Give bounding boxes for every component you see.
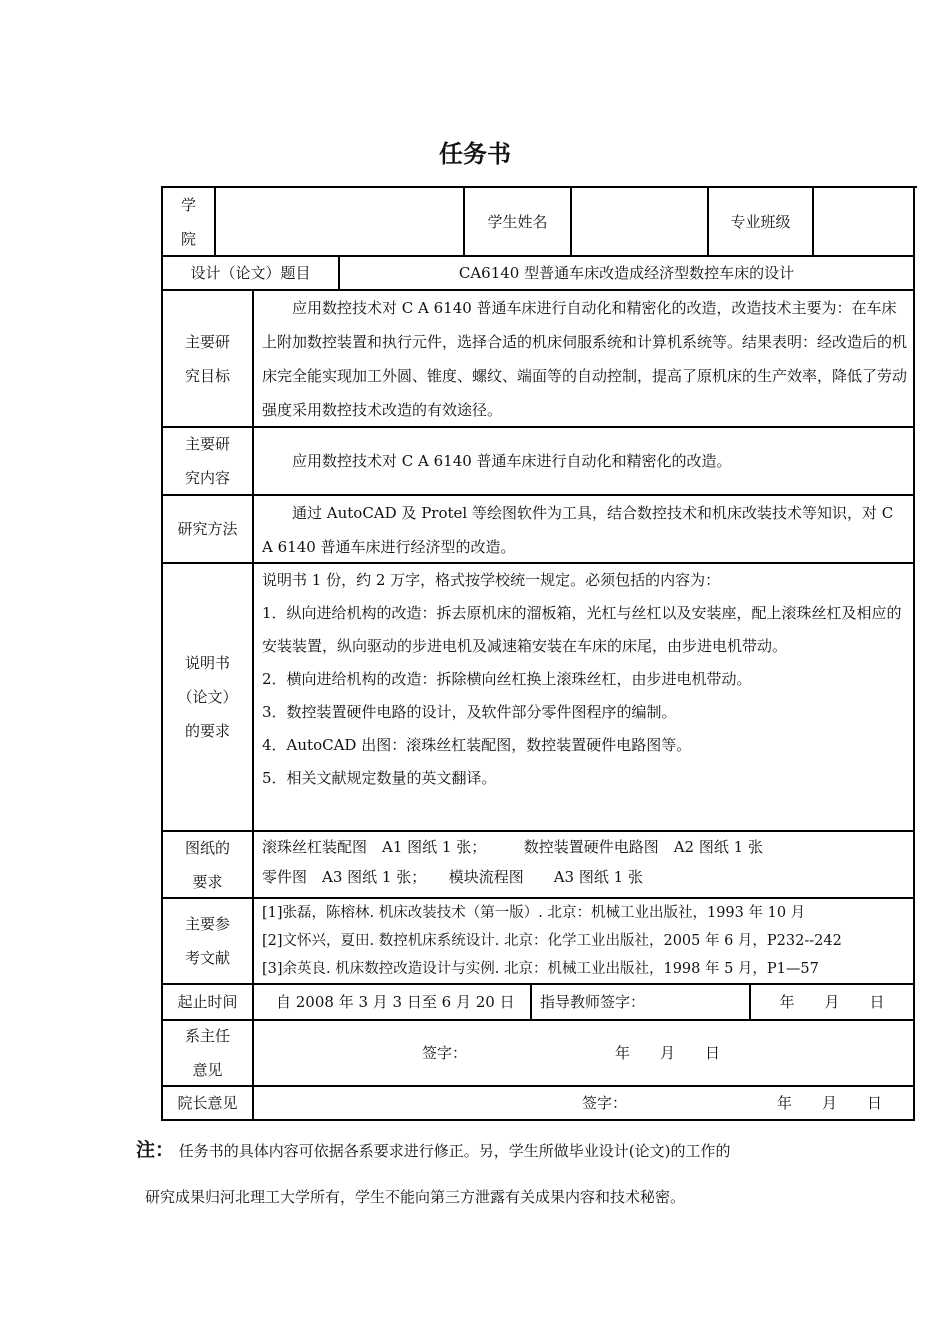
drawings-body	[254, 832, 915, 899]
college-label	[163, 188, 216, 257]
reference-item-1: [1]张磊，陈榕林. 机床改装技术（第一版）. 北京：机械工业出版社，1993 年 10 月	[262, 905, 806, 921]
dept-sign-date: 年 月 日	[615, 1044, 721, 1062]
college-label-line1: 学	[180, 195, 196, 214]
topic-label: 设计（论文）题目	[163, 257, 340, 291]
drawings-line1: 滚珠丝杠装配图 A1 图纸 1 张； 数控装置硬件电路图 A2 图纸 1 张	[262, 838, 763, 856]
advisor-sign-date: 年 月 日	[751, 985, 915, 1021]
method-text: 通过 AutoCAD 及 Protel 等绘图软件为工具，结合数控技术和机床改装技术等知识，对 C A 6140 普通车床进行经济型的改造。	[254, 496, 915, 564]
requirement-item-5: 5．相关文献规定数量的英文翻译。	[262, 769, 497, 787]
dept-label-line1: 系主任	[184, 1027, 230, 1045]
requirements-label-line3: 的要求	[184, 722, 230, 740]
class-value[interactable]	[814, 188, 915, 257]
dean-sign-date: 年 月 日	[777, 1094, 883, 1112]
period-label: 起止时间	[163, 985, 254, 1021]
requirement-item-3: 3．数控装置硬件电路的设计，及软件部分零件图程序的编制。	[262, 703, 677, 721]
requirements-label-line2: （论文）	[177, 688, 238, 706]
goal-label-line1: 主要研	[184, 332, 230, 351]
dept-label	[163, 1021, 254, 1087]
requirements-body	[254, 564, 915, 832]
dept-body	[254, 1021, 915, 1087]
requirements-label	[163, 564, 254, 832]
footnote-line2: 研究成果归河北理工大学所有，学生不能向第三方泄露有关成果内容和技术秘密。	[145, 1188, 686, 1206]
goal-text: 应用数控技术对 C A 6140 普通车床进行自动化和精密化的改造，改造技术主要为：在车床上附加数控装置和执行元件，选择合适的机床伺服系统和计算机系统等。结果表明：经改造后的机床完全能实现加工外圆、锥度、螺纹、端面等的自动控制，提高了原机床的生产效率，降低了劳动强度采用数控技术改造的有效途径。	[254, 291, 915, 428]
requirement-item-2: 2．横向进给机构的改造：拆除横向丝杠换上滚珠丝杠，由步进电机带动。	[262, 670, 752, 688]
references-body	[254, 899, 915, 985]
reference-item-2: [2]文怀兴，夏田. 数控机床系统设计. 北京：化学工业出版社，2005 年 6 月，P232--242	[262, 933, 842, 949]
dean-body	[254, 1087, 915, 1121]
class-label: 专业班级	[709, 188, 814, 257]
drawings-label-line2: 要求	[192, 872, 223, 891]
task-table	[161, 186, 917, 1121]
college-label-line2: 院	[180, 229, 196, 248]
requirements-intro: 说明书 1 份，约 2 万字，格式按学校统一规定。必须包括的内容为：	[262, 571, 721, 589]
student-name-label: 学生姓名	[465, 188, 572, 257]
period-value: 自 2008 年 3 月 3 日至 6 月 20 日	[254, 985, 532, 1021]
student-name-value[interactable]	[572, 188, 709, 257]
content-label	[163, 428, 254, 496]
topic-value: CA6140 型普通车床改造成经济型数控车床的设计	[340, 257, 915, 291]
requirement-item-4: 4．AutoCAD 出图：滚珠丝杠装配图，数控装置硬件电路图等。	[262, 736, 692, 754]
references-label-line1: 主要参	[184, 915, 230, 933]
college-value[interactable]	[216, 188, 465, 257]
references-label-line2: 考文献	[184, 949, 230, 967]
content-text: 应用数控技术对 C A 6140 普通车床进行自动化和精密化的改造。	[254, 428, 915, 496]
references-label	[163, 899, 254, 985]
drawings-line2: 零件图 A3 图纸 1 张； 模块流程图 A3 图纸 1 张	[262, 868, 643, 886]
method-label: 研究方法	[163, 496, 254, 564]
footnote-prefix: 注：	[136, 1139, 175, 1161]
goal-label-line2: 究目标	[184, 366, 230, 385]
advisor-sign-label: 指导教师签字：	[532, 985, 751, 1021]
dept-sign-label: 签字：	[422, 1044, 468, 1062]
footnote-line1: 任务书的具体内容可依据各系要求进行修正。另，学生所做毕业设计(论文)的工作的	[178, 1142, 731, 1160]
content-label-line2: 究内容	[184, 469, 230, 487]
reference-item-3: [3]余英良. 机床数控改造设计与实例. 北京：机械工业出版社，1998 年 5 月，P1—57	[262, 961, 819, 977]
dept-label-line2: 意见	[192, 1061, 223, 1079]
content-label-line1: 主要研	[184, 435, 230, 453]
goal-label	[163, 291, 254, 428]
drawings-label-line1: 图纸的	[184, 838, 230, 857]
requirements-label-line1: 说明书	[184, 654, 230, 672]
dean-sign-label: 签字：	[582, 1094, 628, 1112]
drawings-label	[163, 832, 254, 899]
requirement-item-1: 1．纵向进给机构的改造：拆去原机床的溜板箱，光杠与丝杠以及安装座，配上滚珠丝杠及相应的安装装置，纵向驱动的步进电机及减速箱安装在车床的床尾，由步进电机带动。	[262, 604, 902, 655]
footnote	[136, 1136, 836, 1165]
dean-label: 院长意见	[163, 1087, 254, 1121]
page-title: 任务书	[439, 140, 511, 168]
